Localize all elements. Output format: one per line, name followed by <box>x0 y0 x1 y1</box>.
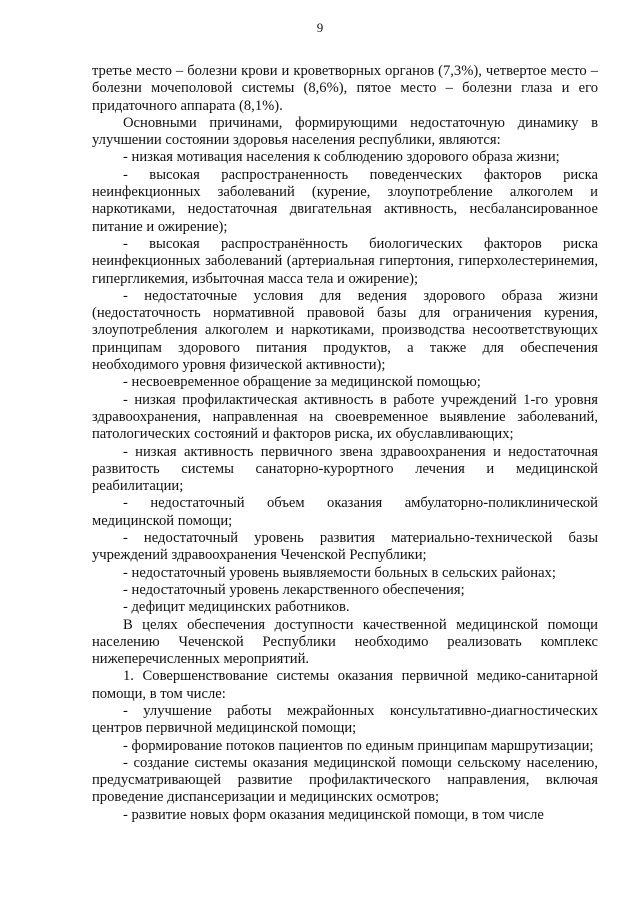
list-item: - недостаточный объем оказания амбулаторно-поликлинической медицинской помощи; <box>92 495 598 529</box>
paragraph-measures-intro: В целях обеспечения доступности качественной медицинской помощи населению Чеченской Республики необходимо реализовать комплекс нижеперечисленных мероприятий. <box>92 616 598 668</box>
list-item: - недостаточный уровень выявляемости больных в сельских районах; <box>123 564 556 581</box>
list-item: - высокая распространённость биологических факторов риска неинфекционных заболеваний (артериальная гипертония, гиперхолестеринемия, гипергликемия, избыточная масса тела и ожирение); <box>92 235 598 287</box>
list-item: - низкая профилактическая активность в работе учреждений 1-го уровня здравоохранения, направленная на своевременное выявление заболеваний, патологических состояний и факторов риска, их обуславливающих; <box>92 391 598 443</box>
list-item: - высокая распространенность поведенческих факторов риска неинфекционных заболеваний (курение, злоупотребление алкоголем и наркотиками, недостаточная двигательная активность, несбалансированное питание и ожирение); <box>92 166 598 235</box>
body-text <box>92 63 598 824</box>
list-item: - дефицит медицинских работников. <box>123 599 350 616</box>
list-item: - создание системы оказания медицинской помощи сельскому населению, предусматривающей развитие профилактического направления, включая проведение диспансеризации и медицинских осмотров; <box>92 754 598 806</box>
list-item: - низкая активность первичного звена здравоохранения и недостаточная развитость системы санаторно-курортного лечения и медицинской реабилитации; <box>92 443 598 495</box>
list-item: - недостаточный уровень развития материально-технической базы учреждений здравоохранения Чеченской Республики; <box>92 530 598 564</box>
list-item: - несвоевременное обращение за медицинской помощью; <box>123 374 481 391</box>
list-item: - недостаточный уровень лекарственного обеспечения; <box>123 581 465 598</box>
list-item: - низкая мотивация населения к соблюдению здорового образа жизни; <box>123 149 560 166</box>
list-item: - развитие новых форм оказания медицинской помощи, в том числе <box>123 806 544 823</box>
list-item: - формирование потоков пациентов по единым принципам маршрутизации; <box>123 737 594 754</box>
paragraph-main-causes: Основными причинами, формирующими недостаточную динамику в улучшении состоянии здоровья населения республики, являются: <box>92 114 598 149</box>
numbered-item-1: 1. Совершенствование системы оказания первичной медико-санитарной помощи, в том числе: <box>92 668 598 702</box>
list-item: - недостаточные условия для ведения здорового образа жизни (недостаточность нормативной правовой базы для ограничения курения, злоупотребления алкоголем и наркотиками, производства несоответствующих принципам здорового питания продуктов, а также для обеспечения необходимого уровня физической активности); <box>92 287 598 374</box>
page-number: 9 <box>316 20 324 35</box>
list-item: - улучшение работы межрайонных консультативно-диагностических центров первичной медицинской помощи; <box>92 702 598 737</box>
paragraph-disease-ranking: третье место – болезни крови и кроветворных органов (7,3%), четвертое место – болезни мочеполовой системы (8,6%), пятое место – болезни глаза и его придаточного аппарата (8,1%). <box>92 63 598 114</box>
